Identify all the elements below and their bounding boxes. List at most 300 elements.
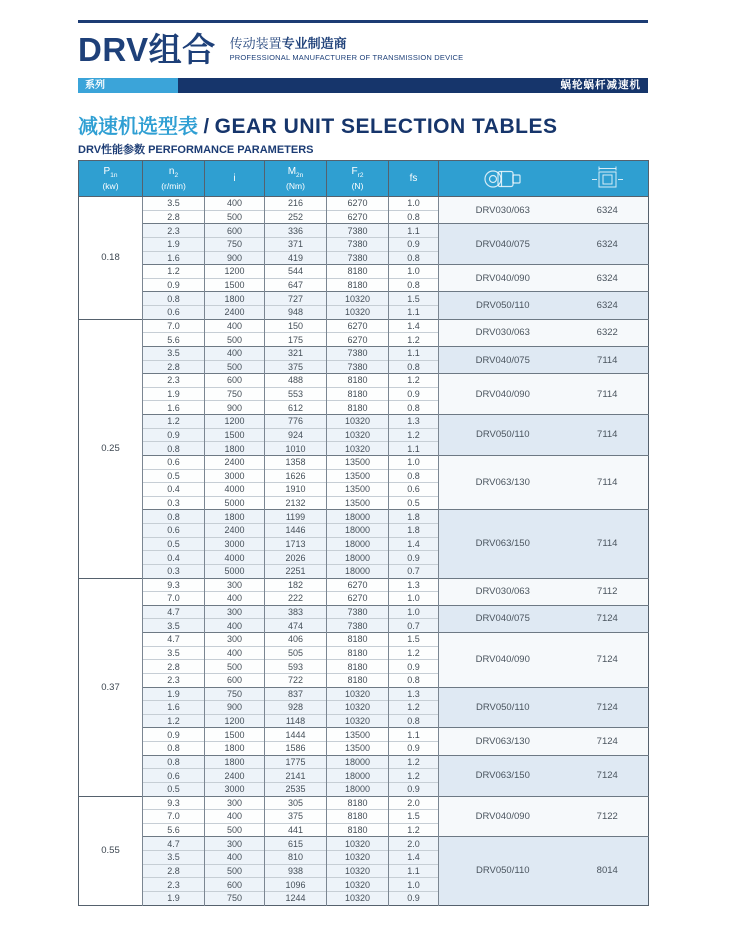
data-cell: 0.9	[389, 551, 439, 565]
data-cell: 1.1	[389, 224, 439, 238]
table-row	[79, 796, 649, 810]
data-cell: 505	[265, 646, 327, 660]
data-cell: 0.9	[143, 278, 205, 292]
data-cell: 615	[265, 837, 327, 851]
data-cell: 10320	[327, 891, 389, 905]
data-cell: 400	[205, 592, 265, 606]
data-cell: 750	[205, 891, 265, 905]
data-cell: 1.9	[143, 387, 205, 401]
data-cell: 928	[265, 701, 327, 715]
data-cell: 593	[265, 660, 327, 674]
data-cell: 488	[265, 374, 327, 388]
data-cell: 3000	[205, 782, 265, 796]
table-header-row	[79, 161, 649, 197]
data-cell: 8180	[327, 810, 389, 824]
drawing-code-cell: 6324	[567, 224, 649, 265]
col-header-ratio: i	[205, 161, 265, 197]
data-cell: 10320	[327, 428, 389, 442]
data-cell: 2.0	[389, 796, 439, 810]
data-cell: 222	[265, 592, 327, 606]
data-cell: 13500	[327, 483, 389, 497]
brand-header	[78, 31, 648, 73]
data-cell: 300	[205, 633, 265, 647]
model-cell: DRV040/090	[439, 633, 567, 688]
drawing-code-cell: 7114	[567, 510, 649, 578]
data-cell: 13500	[327, 728, 389, 742]
power-cell: 0.37	[79, 578, 143, 796]
gear-unit-selection-table	[78, 160, 649, 906]
data-cell: 0.8	[389, 673, 439, 687]
data-cell: 7.0	[143, 810, 205, 824]
data-cell: 10320	[327, 851, 389, 865]
data-cell: 1.0	[389, 265, 439, 279]
col-header-model-and-drawing	[439, 161, 649, 197]
data-cell: 900	[205, 401, 265, 415]
data-cell: 6270	[327, 333, 389, 347]
data-cell: 0.6	[143, 455, 205, 469]
data-cell: 1.2	[143, 714, 205, 728]
data-cell: 400	[205, 319, 265, 333]
data-cell: 1.6	[143, 401, 205, 415]
data-cell: 0.9	[389, 237, 439, 251]
data-cell: 3.5	[143, 646, 205, 660]
data-cell: 500	[205, 333, 265, 347]
data-cell: 2.8	[143, 360, 205, 374]
model-cell: DRV050/110	[439, 415, 567, 456]
data-cell: 2141	[265, 769, 327, 783]
drawing-code-cell: 6324	[567, 265, 649, 292]
table-row	[79, 837, 649, 851]
table-row	[79, 319, 649, 333]
data-cell: 182	[265, 578, 327, 592]
data-cell: 0.9	[143, 728, 205, 742]
data-cell: 8180	[327, 265, 389, 279]
data-cell: 10320	[327, 701, 389, 715]
drawing-code-cell: 7114	[567, 346, 649, 373]
data-cell: 1800	[205, 510, 265, 524]
data-cell: 3.5	[143, 851, 205, 865]
data-cell: 5.6	[143, 333, 205, 347]
data-cell: 300	[205, 837, 265, 851]
data-cell: 6270	[327, 592, 389, 606]
data-cell: 2400	[205, 769, 265, 783]
data-cell: 1.3	[389, 578, 439, 592]
data-cell: 400	[205, 346, 265, 360]
series-category-label: 蜗轮蜗杆减速机	[178, 78, 648, 93]
brand-logo: DRV组合	[78, 31, 216, 68]
data-cell: 3.5	[143, 346, 205, 360]
data-cell: 0.8	[143, 510, 205, 524]
drawing-code-cell: 7114	[567, 374, 649, 415]
drawing-code-cell: 7124	[567, 755, 649, 796]
dimension-drawing-icon	[566, 165, 648, 193]
data-cell: 2535	[265, 782, 327, 796]
table-row	[79, 415, 649, 429]
data-cell: 4.7	[143, 605, 205, 619]
data-cell: 8180	[327, 823, 389, 837]
data-cell: 3000	[205, 537, 265, 551]
data-cell: 837	[265, 687, 327, 701]
data-cell: 252	[265, 210, 327, 224]
data-cell: 750	[205, 237, 265, 251]
data-cell: 1.4	[389, 319, 439, 333]
data-cell: 1.1	[389, 864, 439, 878]
data-cell: 0.9	[389, 660, 439, 674]
data-cell: 5000	[205, 496, 265, 510]
data-cell: 1626	[265, 469, 327, 483]
data-cell: 1358	[265, 455, 327, 469]
data-cell: 305	[265, 796, 327, 810]
page-title-cn: 减速机选型表	[78, 116, 198, 138]
data-cell: 419	[265, 251, 327, 265]
table-row	[79, 633, 649, 647]
table-row	[79, 510, 649, 524]
data-cell: 6270	[327, 197, 389, 211]
data-cell: 0.9	[143, 428, 205, 442]
data-cell: 1800	[205, 442, 265, 456]
data-cell: 1800	[205, 755, 265, 769]
data-cell: 8180	[327, 646, 389, 660]
data-cell: 600	[205, 673, 265, 687]
data-cell: 0.8	[389, 401, 439, 415]
page-title-en: GEAR UNIT SELECTION TABLES	[214, 115, 558, 138]
model-cell: DRV040/090	[439, 374, 567, 415]
data-cell: 7380	[327, 619, 389, 633]
drawing-code-cell: 7114	[567, 415, 649, 456]
data-cell: 1.1	[389, 442, 439, 456]
data-cell: 0.9	[389, 891, 439, 905]
data-cell: 1.9	[143, 237, 205, 251]
data-cell: 1444	[265, 728, 327, 742]
data-cell: 4000	[205, 551, 265, 565]
table-row	[79, 455, 649, 469]
data-cell: 1500	[205, 728, 265, 742]
data-cell: 18000	[327, 551, 389, 565]
data-cell: 1775	[265, 755, 327, 769]
drawing-code-cell: 7112	[567, 578, 649, 605]
data-cell: 2400	[205, 524, 265, 538]
data-cell: 0.8	[143, 755, 205, 769]
data-cell: 0.4	[143, 551, 205, 565]
data-cell: 2132	[265, 496, 327, 510]
power-cell: 0.55	[79, 796, 143, 905]
data-cell: 1.5	[389, 292, 439, 306]
data-cell: 727	[265, 292, 327, 306]
data-cell: 1.2	[389, 333, 439, 347]
model-cell: DRV050/110	[439, 292, 567, 319]
data-cell: 18000	[327, 524, 389, 538]
data-cell: 400	[205, 646, 265, 660]
data-cell: 1.9	[143, 891, 205, 905]
model-cell: DRV063/130	[439, 455, 567, 510]
data-cell: 4.7	[143, 837, 205, 851]
brand-tagline-en: PROFESSIONAL MANUFACTURER OF TRANSMISSION DEVICE	[229, 53, 464, 62]
model-cell: DRV050/110	[439, 687, 567, 728]
data-cell: 0.3	[143, 564, 205, 578]
data-cell: 1713	[265, 537, 327, 551]
drawing-code-cell: 6324	[567, 292, 649, 319]
data-cell: 1.4	[389, 537, 439, 551]
model-cell: DRV063/130	[439, 728, 567, 755]
data-cell: 2.8	[143, 210, 205, 224]
model-cell: DRV030/063	[439, 578, 567, 605]
table-row	[79, 605, 649, 619]
data-cell: 1.0	[389, 455, 439, 469]
data-cell: 4.7	[143, 633, 205, 647]
table-row	[79, 578, 649, 592]
data-cell: 1.0	[389, 878, 439, 892]
table-row	[79, 292, 649, 306]
data-cell: 0.9	[389, 387, 439, 401]
col-header-power: $P_{1n}$ (kw)	[79, 161, 143, 197]
data-cell: 10320	[327, 415, 389, 429]
data-cell: 1.1	[389, 728, 439, 742]
data-cell: 0.6	[143, 524, 205, 538]
data-cell: 1.3	[389, 687, 439, 701]
data-cell: 9.3	[143, 578, 205, 592]
model-cell: DRV063/150	[439, 755, 567, 796]
data-cell: 300	[205, 605, 265, 619]
data-cell: 1199	[265, 510, 327, 524]
data-cell: 900	[205, 251, 265, 265]
data-cell: 1148	[265, 714, 327, 728]
data-cell: 8180	[327, 374, 389, 388]
data-cell: 1.8	[389, 524, 439, 538]
data-cell: 1.1	[389, 306, 439, 320]
data-cell: 0.3	[143, 496, 205, 510]
model-cell: DRV030/063	[439, 319, 567, 346]
data-cell: 0.5	[143, 469, 205, 483]
data-cell: 375	[265, 360, 327, 374]
data-cell: 0.8	[143, 742, 205, 756]
data-cell: 1.0	[389, 197, 439, 211]
selection-table-body	[79, 197, 649, 906]
data-cell: 10320	[327, 837, 389, 851]
data-cell: 5000	[205, 564, 265, 578]
data-cell: 6270	[327, 210, 389, 224]
data-cell: 441	[265, 823, 327, 837]
data-cell: 722	[265, 673, 327, 687]
model-cell: DRV040/075	[439, 605, 567, 632]
data-cell: 5.6	[143, 823, 205, 837]
data-cell: 1244	[265, 891, 327, 905]
data-cell: 150	[265, 319, 327, 333]
data-cell: 500	[205, 823, 265, 837]
data-cell: 7380	[327, 360, 389, 374]
data-cell: 0.8	[389, 210, 439, 224]
data-cell: 371	[265, 237, 327, 251]
data-cell: 18000	[327, 537, 389, 551]
data-cell: 776	[265, 415, 327, 429]
data-cell: 7380	[327, 237, 389, 251]
data-cell: 1200	[205, 714, 265, 728]
data-cell: 0.9	[389, 782, 439, 796]
drawing-code-cell: 7124	[567, 687, 649, 728]
drawing-code-cell: 7124	[567, 728, 649, 755]
data-cell: 600	[205, 878, 265, 892]
data-cell: 1.2	[143, 415, 205, 429]
data-cell: 1.0	[389, 605, 439, 619]
data-cell: 600	[205, 224, 265, 238]
data-cell: 0.5	[143, 782, 205, 796]
data-cell: 10320	[327, 306, 389, 320]
data-cell: 13500	[327, 742, 389, 756]
power-cell: 0.25	[79, 319, 143, 578]
data-cell: 2251	[265, 564, 327, 578]
data-cell: 1.2	[389, 769, 439, 783]
data-cell: 383	[265, 605, 327, 619]
table-row	[79, 755, 649, 769]
data-cell: 0.6	[143, 769, 205, 783]
data-cell: 1200	[205, 415, 265, 429]
data-cell: 600	[205, 374, 265, 388]
data-cell: 18000	[327, 564, 389, 578]
data-cell: 8180	[327, 278, 389, 292]
data-cell: 500	[205, 360, 265, 374]
page-title	[78, 110, 648, 139]
data-cell: 2400	[205, 455, 265, 469]
data-cell: 406	[265, 633, 327, 647]
drawing-code-cell: 7114	[567, 455, 649, 510]
data-cell: 1910	[265, 483, 327, 497]
data-cell: 6270	[327, 319, 389, 333]
data-cell: 2.3	[143, 878, 205, 892]
data-cell: 8180	[327, 796, 389, 810]
data-cell: 6270	[327, 578, 389, 592]
data-cell: 7380	[327, 605, 389, 619]
table-row	[79, 346, 649, 360]
page-title-separator: /	[198, 116, 215, 138]
data-cell: 18000	[327, 782, 389, 796]
gearbox-photo-icon	[439, 165, 566, 193]
drawing-code-cell: 6322	[567, 319, 649, 346]
data-cell: 500	[205, 660, 265, 674]
data-cell: 924	[265, 428, 327, 442]
data-cell: 1.0	[389, 592, 439, 606]
data-cell: 9.3	[143, 796, 205, 810]
col-header-torque: $M_{2n}$ (Nm)	[265, 161, 327, 197]
data-cell: 400	[205, 197, 265, 211]
data-cell: 8180	[327, 633, 389, 647]
data-cell: 1.1	[389, 346, 439, 360]
data-cell: 1.4	[389, 851, 439, 865]
data-cell: 2.3	[143, 224, 205, 238]
page-subtitle: DRV性能参数 PERFORMANCE PARAMETERS	[78, 144, 314, 156]
brand-tagline-cn: 传动装置专业制造商	[229, 36, 347, 51]
data-cell: 500	[205, 210, 265, 224]
data-cell: 1446	[265, 524, 327, 538]
data-cell: 612	[265, 401, 327, 415]
drawing-code-cell: 7124	[567, 633, 649, 688]
data-cell: 8180	[327, 660, 389, 674]
data-cell: 4000	[205, 483, 265, 497]
data-cell: 0.9	[389, 742, 439, 756]
data-cell: 336	[265, 224, 327, 238]
data-cell: 474	[265, 619, 327, 633]
data-cell: 2.8	[143, 864, 205, 878]
data-cell: 544	[265, 265, 327, 279]
data-cell: 10320	[327, 442, 389, 456]
drawing-code-cell: 8014	[567, 837, 649, 905]
data-cell: 18000	[327, 755, 389, 769]
table-row	[79, 687, 649, 701]
data-cell: 0.8	[389, 360, 439, 374]
data-cell: 1.2	[143, 265, 205, 279]
table-row	[79, 265, 649, 279]
data-cell: 1.5	[389, 810, 439, 824]
data-cell: 1800	[205, 742, 265, 756]
model-cell: DRV040/075	[439, 224, 567, 265]
data-cell: 8180	[327, 401, 389, 415]
data-cell: 2.3	[143, 374, 205, 388]
data-cell: 1.3	[389, 415, 439, 429]
data-cell: 1.8	[389, 510, 439, 524]
data-cell: 10320	[327, 687, 389, 701]
data-cell: 647	[265, 278, 327, 292]
drawing-code-cell: 6324	[567, 197, 649, 224]
data-cell: 0.6	[143, 306, 205, 320]
data-cell: 1.6	[143, 251, 205, 265]
data-cell: 18000	[327, 510, 389, 524]
data-cell: 1.9	[143, 687, 205, 701]
data-cell: 1.6	[143, 701, 205, 715]
data-cell: 3.5	[143, 619, 205, 633]
table-row	[79, 374, 649, 388]
data-cell: 0.8	[389, 251, 439, 265]
data-cell: 3000	[205, 469, 265, 483]
col-header-speed: $n_2$ (r/min)	[143, 161, 205, 197]
series-label: 系列	[78, 78, 178, 93]
data-cell: 1.2	[389, 755, 439, 769]
power-cell: 0.18	[79, 197, 143, 320]
drawing-code-cell: 7122	[567, 796, 649, 837]
data-cell: 1.2	[389, 823, 439, 837]
data-cell: 948	[265, 306, 327, 320]
data-cell: 1.2	[389, 701, 439, 715]
data-cell: 938	[265, 864, 327, 878]
data-cell: 1200	[205, 265, 265, 279]
data-cell: 1.2	[389, 646, 439, 660]
series-bar	[78, 78, 648, 93]
model-cell: DRV063/150	[439, 510, 567, 578]
data-cell: 1.2	[389, 374, 439, 388]
data-cell: 300	[205, 578, 265, 592]
data-cell: 10320	[327, 878, 389, 892]
data-cell: 900	[205, 701, 265, 715]
data-cell: 300	[205, 796, 265, 810]
data-cell: 2.0	[389, 837, 439, 851]
data-cell: 321	[265, 346, 327, 360]
data-cell: 7.0	[143, 592, 205, 606]
data-cell: 0.7	[389, 564, 439, 578]
data-cell: 2.3	[143, 673, 205, 687]
data-cell: 10320	[327, 864, 389, 878]
data-cell: 8180	[327, 387, 389, 401]
data-cell: 0.4	[143, 483, 205, 497]
data-cell: 400	[205, 810, 265, 824]
data-cell: 500	[205, 864, 265, 878]
drawing-code-cell: 7124	[567, 605, 649, 632]
data-cell: 1500	[205, 278, 265, 292]
data-cell: 1.5	[389, 633, 439, 647]
table-row	[79, 728, 649, 742]
top-rule	[78, 20, 648, 23]
brand-tagline	[230, 31, 464, 63]
table-row	[79, 197, 649, 211]
data-cell: 10320	[327, 714, 389, 728]
data-cell: 175	[265, 333, 327, 347]
data-cell: 7.0	[143, 319, 205, 333]
